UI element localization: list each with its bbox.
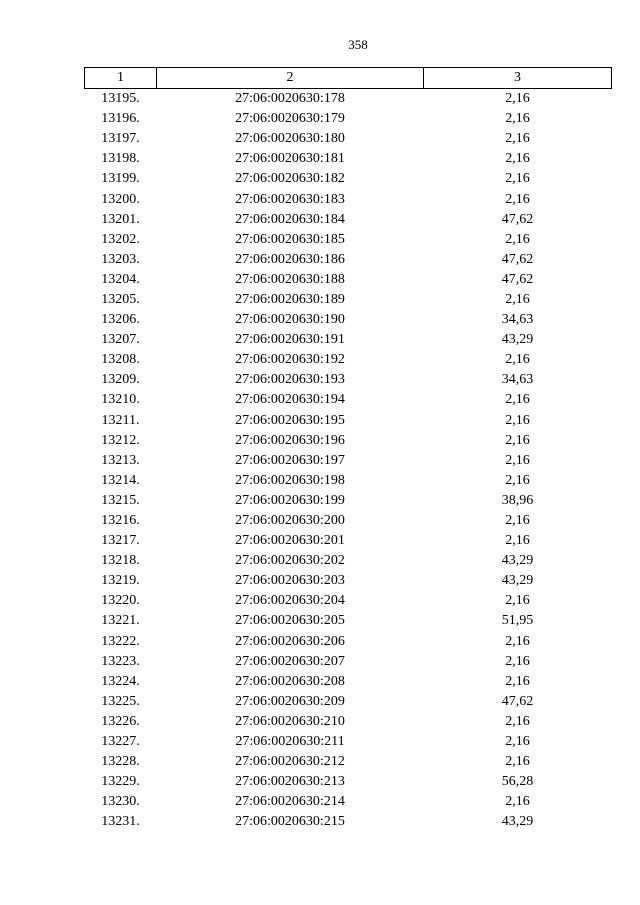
cadastral-number-cell: 27:06:0020630:208 xyxy=(235,673,345,689)
value-cell: 2,16 xyxy=(505,794,530,810)
row-number-cell: 13208. xyxy=(101,352,140,368)
cadastral-number-cell: 27:06:0020630:204 xyxy=(235,593,345,609)
value-cell: 2,16 xyxy=(505,91,530,107)
cadastral-number-cell: 27:06:0020630:200 xyxy=(235,513,345,529)
row-number-cell: 13225. xyxy=(101,693,140,709)
value-cell: 2,16 xyxy=(505,713,530,729)
cadastral-number-cell: 27:06:0020630:180 xyxy=(235,131,345,147)
table-row xyxy=(85,712,612,732)
cadastral-number-cell: 27:06:0020630:212 xyxy=(235,754,345,770)
cadastral-number-cell: 27:06:0020630:196 xyxy=(235,432,345,448)
cadastral-number-cell: 27:06:0020630:188 xyxy=(235,271,345,287)
cadastral-number-cell: 27:06:0020630:190 xyxy=(235,312,345,328)
value-cell: 2,16 xyxy=(505,452,530,468)
cadastral-number-cell: 27:06:0020630:201 xyxy=(235,533,345,549)
row-number-cell: 13207. xyxy=(101,332,140,348)
table-row xyxy=(85,350,612,370)
table-row xyxy=(85,250,612,270)
cadastral-number-cell: 27:06:0020630:183 xyxy=(235,191,345,207)
table-row xyxy=(85,491,612,511)
value-cell: 34,63 xyxy=(501,312,534,328)
table-row xyxy=(85,149,612,169)
table-row xyxy=(85,672,612,692)
table-row xyxy=(85,692,612,712)
table-header xyxy=(85,68,612,89)
value-cell: 2,16 xyxy=(505,673,530,689)
page-number: 358 xyxy=(348,37,368,52)
row-number-cell: 13230. xyxy=(101,794,140,810)
row-number-cell: 13211. xyxy=(101,412,140,428)
value-cell: 56,28 xyxy=(501,774,534,790)
header-cell-1: 1 xyxy=(85,68,157,89)
table-row xyxy=(85,732,612,752)
table-row xyxy=(85,792,612,812)
row-number-cell: 13206. xyxy=(101,312,140,328)
table-row xyxy=(85,290,612,310)
row-number-cell: 13229. xyxy=(101,774,140,790)
cadastral-number-cell: 27:06:0020630:178 xyxy=(235,91,345,107)
row-number-cell: 13221. xyxy=(101,613,140,629)
value-cell: 38,96 xyxy=(501,492,534,508)
cadastral-number-cell: 27:06:0020630:192 xyxy=(235,352,345,368)
cadastral-number-cell: 27:06:0020630:186 xyxy=(235,251,345,267)
cadastral-number-cell: 27:06:0020630:209 xyxy=(235,693,345,709)
value-cell: 47,62 xyxy=(501,211,534,227)
row-number-cell: 13214. xyxy=(101,472,140,488)
row-number-cell: 13212. xyxy=(101,432,140,448)
table-row xyxy=(85,169,612,189)
header-row xyxy=(85,68,612,89)
table-row xyxy=(85,551,612,571)
cadastral-number-cell: 27:06:0020630:193 xyxy=(235,372,345,388)
cadastral-number-cell: 27:06:0020630:184 xyxy=(235,211,345,227)
cadastral-number-cell: 27:06:0020630:199 xyxy=(235,492,345,508)
value-cell: 47,62 xyxy=(501,271,534,287)
table-row xyxy=(85,129,612,149)
value-cell: 43,29 xyxy=(501,573,534,589)
table-body xyxy=(85,89,612,833)
row-number-cell: 13201. xyxy=(101,211,140,227)
row-number-cell: 13209. xyxy=(101,372,140,388)
row-number-cell: 13219. xyxy=(101,573,140,589)
value-cell: 43,29 xyxy=(501,332,534,348)
value-cell: 2,16 xyxy=(505,472,530,488)
value-cell: 2,16 xyxy=(505,231,530,247)
row-number-cell: 13227. xyxy=(101,734,140,750)
table-row xyxy=(85,390,612,410)
table-row xyxy=(85,511,612,531)
cadastral-number-cell: 27:06:0020630:206 xyxy=(235,633,345,649)
cadastral-number-cell: 27:06:0020630:189 xyxy=(235,291,345,307)
cadastral-number-cell: 27:06:0020630:214 xyxy=(235,794,345,810)
value-cell: 2,16 xyxy=(505,111,530,127)
value-cell: 2,16 xyxy=(505,191,530,207)
table-row xyxy=(85,591,612,611)
table-row xyxy=(85,632,612,652)
cadastral-number-cell: 27:06:0020630:211 xyxy=(235,734,345,750)
row-number-cell: 13202. xyxy=(101,231,140,247)
table-row xyxy=(85,270,612,290)
value-cell: 2,16 xyxy=(505,513,530,529)
value-cell: 43,29 xyxy=(501,553,534,569)
row-number-cell: 13204. xyxy=(101,271,140,287)
table-row xyxy=(85,109,612,129)
value-cell: 2,16 xyxy=(505,432,530,448)
table-row xyxy=(85,652,612,672)
row-number-cell: 13217. xyxy=(101,533,140,549)
value-cell: 2,16 xyxy=(505,754,530,770)
cadastral-number-cell: 27:06:0020630:207 xyxy=(235,653,345,669)
row-number-cell: 13216. xyxy=(101,513,140,529)
row-number-cell: 13203. xyxy=(101,251,140,267)
cadastral-number-cell: 27:06:0020630:202 xyxy=(235,553,345,569)
value-cell: 2,16 xyxy=(505,291,530,307)
table-row xyxy=(85,89,612,110)
table-row xyxy=(85,571,612,591)
value-cell: 51,95 xyxy=(501,613,534,629)
table-row xyxy=(85,451,612,471)
cadastral-number-cell: 27:06:0020630:205 xyxy=(235,613,345,629)
table-row xyxy=(85,431,612,451)
value-cell: 47,62 xyxy=(501,693,534,709)
value-cell: 2,16 xyxy=(505,151,530,167)
value-cell: 2,16 xyxy=(505,533,530,549)
value-cell: 2,16 xyxy=(505,633,530,649)
table-row xyxy=(85,752,612,772)
table-row xyxy=(85,370,612,390)
value-cell: 2,16 xyxy=(505,352,530,368)
data-table xyxy=(84,67,612,832)
table-row xyxy=(85,330,612,350)
cadastral-number-cell: 27:06:0020630:215 xyxy=(235,814,345,830)
header-cell-2: 2 xyxy=(157,68,424,89)
table-row xyxy=(85,230,612,250)
table-row xyxy=(85,471,612,491)
row-number-cell: 13205. xyxy=(101,291,140,307)
cadastral-number-cell: 27:06:0020630:198 xyxy=(235,472,345,488)
row-number-cell: 13199. xyxy=(101,171,140,187)
row-number-cell: 13220. xyxy=(101,593,140,609)
table-row xyxy=(85,411,612,431)
row-number-cell: 13223. xyxy=(101,653,140,669)
table-row xyxy=(85,611,612,631)
header-cell-3: 3 xyxy=(424,68,612,89)
value-cell: 34,63 xyxy=(501,372,534,388)
value-cell: 2,16 xyxy=(505,412,530,428)
row-number-cell: 13218. xyxy=(101,553,140,569)
value-cell: 2,16 xyxy=(505,734,530,750)
row-number-cell: 13200. xyxy=(101,191,140,207)
cadastral-number-cell: 27:06:0020630:182 xyxy=(235,171,345,187)
table-row xyxy=(85,812,612,832)
cadastral-number-cell: 27:06:0020630:179 xyxy=(235,111,345,127)
cadastral-number-cell: 27:06:0020630:195 xyxy=(235,412,345,428)
value-cell: 43,29 xyxy=(501,814,534,830)
table-row xyxy=(85,772,612,792)
row-number-cell: 13226. xyxy=(101,713,140,729)
row-number-cell: 13196. xyxy=(101,111,140,127)
row-number-cell: 13231. xyxy=(101,814,140,830)
table-row xyxy=(85,189,612,209)
value-cell: 2,16 xyxy=(505,593,530,609)
value-cell: 2,16 xyxy=(505,392,530,408)
value-cell: 47,62 xyxy=(501,251,534,267)
row-number-cell: 13222. xyxy=(101,633,140,649)
value-cell: 2,16 xyxy=(505,131,530,147)
cadastral-number-cell: 27:06:0020630:213 xyxy=(235,774,345,790)
table-row xyxy=(85,531,612,551)
cadastral-number-cell: 27:06:0020630:203 xyxy=(235,573,345,589)
row-number-cell: 13224. xyxy=(101,673,140,689)
row-number-cell: 13195. xyxy=(101,91,140,107)
row-number-cell: 13228. xyxy=(101,754,140,770)
row-number-cell: 13215. xyxy=(101,492,140,508)
row-number-cell: 13210. xyxy=(101,392,140,408)
row-number-cell: 13198. xyxy=(101,151,140,167)
cadastral-number-cell: 27:06:0020630:197 xyxy=(235,452,345,468)
row-number-cell: 13197. xyxy=(101,131,140,147)
cadastral-number-cell: 27:06:0020630:181 xyxy=(235,151,345,167)
value-cell: 2,16 xyxy=(505,653,530,669)
cadastral-number-cell: 27:06:0020630:194 xyxy=(235,392,345,408)
cadastral-number-cell: 27:06:0020630:185 xyxy=(235,231,345,247)
row-number-cell: 13213. xyxy=(101,452,140,468)
cadastral-number-cell: 27:06:0020630:210 xyxy=(235,713,345,729)
table-row xyxy=(85,310,612,330)
value-cell: 2,16 xyxy=(505,171,530,187)
cadastral-number-cell: 27:06:0020630:191 xyxy=(235,332,345,348)
table-row xyxy=(85,210,612,230)
